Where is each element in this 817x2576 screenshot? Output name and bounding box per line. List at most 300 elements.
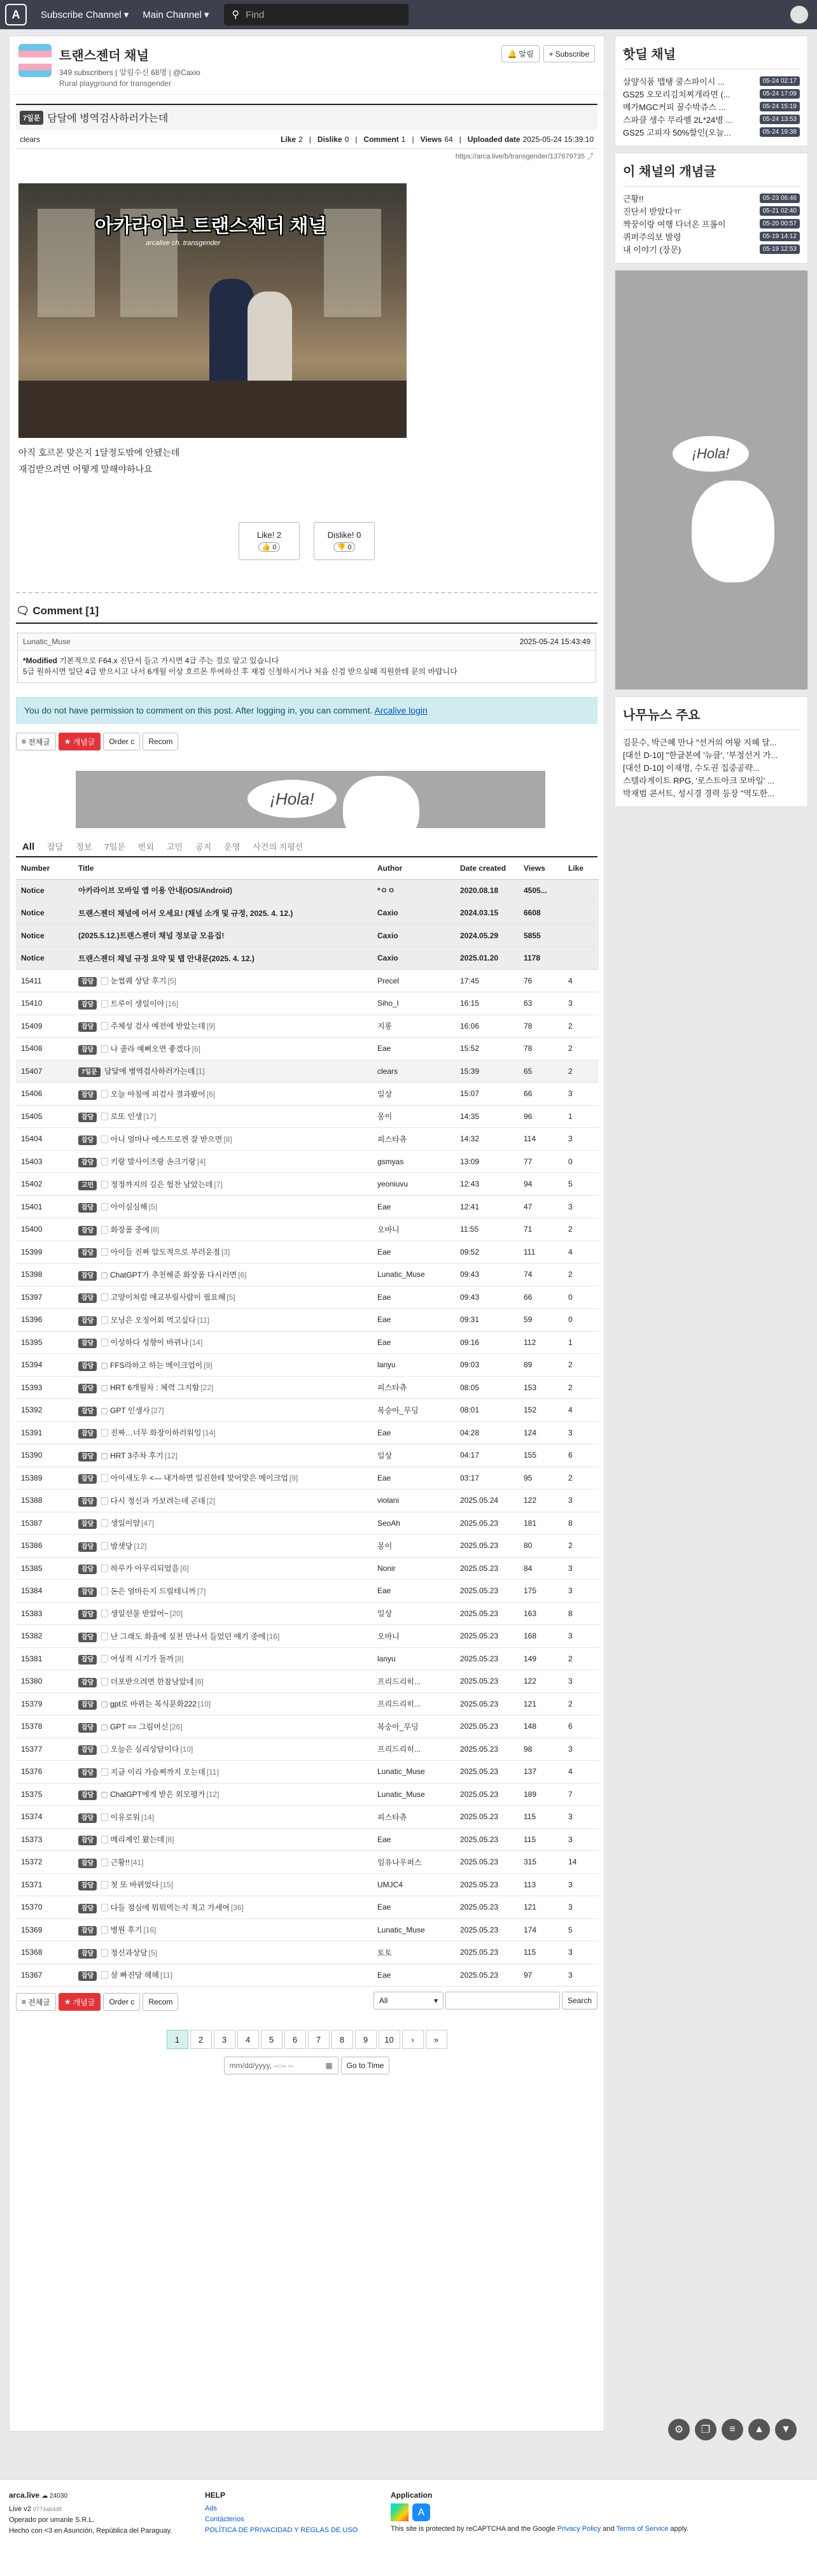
terms-link[interactable]: Terms of Service	[616, 2525, 669, 2533]
post-title-cell[interactable]	[73, 1467, 372, 1489]
post-author[interactable]: 지롱	[372, 1015, 455, 1038]
order-select[interactable]: Order c	[103, 1993, 140, 2011]
table-row[interactable]	[16, 1105, 599, 1128]
tab-5[interactable]: 고민	[166, 842, 183, 852]
table-row[interactable]	[16, 1421, 599, 1444]
subscribe-channel-menu[interactable]: Subscribe Channel ▾	[41, 9, 129, 20]
post-title[interactable]: (2025.5.12.)트랜스젠더 채널 정보글 모음집!	[78, 931, 225, 941]
post-title[interactable]: 여성적 시기가 돌까	[110, 1654, 174, 1664]
table-row[interactable]	[16, 1715, 599, 1738]
page-button-5[interactable]: 6	[284, 2030, 306, 2049]
post-author[interactable]: clears	[372, 1060, 455, 1083]
alarm-button[interactable]: 🔔 알림	[501, 45, 539, 62]
ad-banner[interactable]	[76, 771, 545, 828]
post-author[interactable]: 일상	[372, 1083, 455, 1106]
post-author[interactable]: Eae	[372, 1421, 455, 1444]
table-row[interactable]	[16, 1625, 599, 1648]
recom-select[interactable]: Recom	[143, 1993, 178, 2011]
post-title[interactable]: 화장품 중에	[110, 1225, 150, 1234]
post-title-cell[interactable]	[73, 1715, 372, 1738]
post-title[interactable]: 진짜…너무 화장이하러워잉	[110, 1428, 202, 1438]
hot-item-title[interactable]: 스파클 생수 무라벨 2L*24병 ...	[623, 115, 733, 125]
post-title[interactable]: ChatGPT에게 받은 외모평가	[110, 1790, 206, 1799]
post-author[interactable]: 복숭아_무딩	[372, 1399, 455, 1422]
table-row[interactable]	[16, 1083, 599, 1106]
post-title-cell[interactable]	[73, 879, 372, 902]
post-title-cell[interactable]	[73, 1083, 372, 1106]
post-title-cell[interactable]	[73, 1783, 372, 1806]
post-title-cell[interactable]	[73, 1896, 372, 1919]
post-author[interactable]: lanyu	[372, 1647, 455, 1670]
post-title[interactable]: 근황!!	[110, 1857, 130, 1867]
post-title[interactable]: 키랑 발사이즈랑 손크기랑	[110, 1157, 196, 1167]
table-row[interactable]	[16, 1512, 599, 1535]
page-button-8[interactable]: 9	[355, 2030, 377, 2049]
post-title-cell[interactable]	[73, 1535, 372, 1558]
table-row[interactable]	[16, 1241, 599, 1263]
post-title[interactable]: gpt로 바뀌는 복식문화222	[110, 1700, 197, 1709]
post-title[interactable]: 아카라이브 모바일 앱 이용 안내(iOS/Android)	[78, 886, 233, 896]
search-type-select[interactable]: All ▾	[374, 1992, 443, 2009]
post-title[interactable]: 트랜스젠더 채널 규정 요약 및 탭 안내문(2025. 4. 12.)	[78, 954, 255, 963]
table-row[interactable]	[16, 1761, 599, 1784]
post-title-cell[interactable]	[73, 1625, 372, 1648]
news-item-title[interactable]: 김문수, 박근혜 만나 "선거의 여왕 지혜 달...	[623, 737, 777, 747]
post-author[interactable]: Lunatic_Muse	[372, 1918, 455, 1941]
post-author[interactable]: yeoniuvu	[372, 1173, 455, 1196]
post-title-cell[interactable]	[73, 924, 372, 947]
comment-author[interactable]: Lunatic_Muse	[23, 637, 71, 646]
table-row[interactable]	[16, 1896, 599, 1919]
post-title-cell[interactable]	[73, 1354, 372, 1377]
post-author[interactable]: SeoAh	[372, 1512, 455, 1535]
post-title[interactable]: 트랜스젠더 채널에 어서 오세요! (채널 소개 및 규정, 2025. 4. 12.)	[78, 908, 293, 918]
page-button-3[interactable]: 4	[237, 2030, 259, 2049]
post-title[interactable]: 병원 후기	[110, 1925, 143, 1935]
post-title[interactable]: 생일선물 받았어~	[110, 1609, 169, 1619]
table-row[interactable]	[16, 1354, 599, 1377]
table-row[interactable]	[16, 1489, 599, 1512]
post-author[interactable]: violani	[372, 1489, 455, 1512]
hot-item-title[interactable]: 메가MGC커피 꿀수박쥬스 ...	[623, 102, 726, 112]
table-row[interactable]	[16, 1015, 599, 1038]
post-author[interactable]: Eae	[372, 1964, 455, 1987]
post-author[interactable]: 피스타츄	[372, 1376, 455, 1399]
post-author[interactable]: Eae	[372, 1286, 455, 1309]
post-author[interactable]: Caxio	[372, 902, 455, 925]
table-row[interactable]	[16, 992, 599, 1015]
table-row[interactable]	[16, 947, 599, 970]
post-title[interactable]: 이유로워	[110, 1812, 141, 1822]
date-input[interactable]: mm/dd/yyyy, --:-- -- ▦	[224, 2057, 339, 2074]
table-row[interactable]	[16, 1580, 599, 1603]
copy-icon[interactable]: ❐	[695, 2419, 716, 2440]
post-author[interactable]: Nonir	[372, 1557, 455, 1580]
table-row[interactable]	[16, 1444, 599, 1467]
tab-8[interactable]: 사건의 지평선	[253, 842, 304, 852]
table-row[interactable]	[16, 1738, 599, 1761]
post-author[interactable]: 오바니	[372, 1625, 455, 1648]
recom-select[interactable]: Recom	[143, 733, 178, 750]
post-title-cell[interactable]	[73, 1444, 372, 1467]
search-input[interactable]: ⚲ Find	[224, 4, 408, 25]
post-title[interactable]: HRT 6개월차 : 체력 그지함	[110, 1383, 200, 1393]
hot-item-title[interactable]: GS25 고피자 50%할인(오늘...	[623, 127, 731, 137]
post-title[interactable]: 살 빠진당 헤헤	[110, 1971, 159, 1980]
post-title-cell[interactable]	[73, 1557, 372, 1580]
post-title[interactable]: 정정까지의 길은 험찬 남았는데	[110, 1179, 213, 1189]
table-row[interactable]	[16, 1195, 599, 1218]
post-author[interactable]: 피스타츄	[372, 1128, 455, 1151]
post-title-cell[interactable]	[73, 1195, 372, 1218]
news-item-title[interactable]: [대선 D-10] 이재명, 수도권 집중공략...	[623, 763, 760, 773]
table-row[interactable]	[16, 1806, 599, 1829]
table-row[interactable]	[16, 879, 599, 902]
post-likes: 4	[563, 1761, 599, 1784]
post-title-cell[interactable]	[73, 1851, 372, 1874]
chevron-up-icon[interactable]: ▲	[748, 2419, 770, 2440]
table-row[interactable]	[16, 1647, 599, 1670]
table-row[interactable]	[16, 1467, 599, 1489]
user-avatar[interactable]	[790, 6, 808, 24]
post-title-cell[interactable]	[73, 902, 372, 925]
table-row[interactable]	[16, 1941, 599, 1964]
tab-2[interactable]: 정보	[76, 842, 92, 852]
post-author[interactable]: Lunatic_Muse	[372, 1783, 455, 1806]
post-title-cell[interactable]	[73, 1964, 372, 1987]
post-title[interactable]: ChatGPT가 추천해준 화장품 다시러면	[110, 1270, 237, 1279]
table-row[interactable]	[16, 1828, 599, 1851]
post-date: 2025.05.23	[455, 1625, 519, 1648]
hotdeal-title[interactable]: 핫딜 채널	[623, 44, 800, 69]
order-select[interactable]: Order c	[103, 733, 140, 750]
best-posts-button[interactable]: ★ 개념글	[59, 1993, 101, 2011]
best-item-title[interactable]: 내 이야기 (장문)	[623, 244, 681, 255]
best-item-title[interactable]: 진단서 받았다ㅠ	[623, 206, 681, 216]
search-keyword-input[interactable]	[445, 1992, 560, 2009]
post-title-cell[interactable]	[73, 1761, 372, 1784]
main-channel-menu[interactable]: Main Channel ▾	[143, 9, 209, 20]
arca-logo[interactable]: A	[5, 4, 27, 25]
post-title[interactable]: 모닝은 오징어회 먹고싶다	[110, 1315, 196, 1325]
table-row[interactable]	[16, 1851, 599, 1874]
post-title-cell[interactable]	[73, 1241, 372, 1263]
post-title-cell[interactable]	[73, 1128, 372, 1151]
best-item[interactable]	[623, 230, 800, 243]
news-item-title[interactable]: 박재범 콘서트, 성시경 경력 등장 "역도한...	[623, 788, 775, 798]
table-row[interactable]	[16, 969, 599, 992]
dislike-button[interactable]: Dislike! 0 👎 0	[314, 522, 375, 560]
post-title-cell[interactable]	[73, 1060, 372, 1083]
table-row[interactable]	[16, 1331, 599, 1354]
post-title-cell[interactable]	[73, 1738, 372, 1761]
hot-item[interactable]	[623, 125, 800, 138]
tab-3[interactable]: 7일문	[104, 842, 125, 852]
post-author[interactable]: UMJC4	[372, 1873, 455, 1896]
post-title[interactable]: 오늘 아침에 피검사 결과봤어	[110, 1089, 206, 1099]
best-item[interactable]	[623, 192, 800, 204]
post-author[interactable]: 몽이	[372, 1535, 455, 1558]
post-number: 15373	[16, 1828, 73, 1851]
table-row[interactable]	[16, 1060, 599, 1083]
post-title-cell[interactable]	[73, 1218, 372, 1241]
table-row[interactable]	[16, 1150, 599, 1173]
table-row[interactable]	[16, 902, 599, 925]
post-author[interactable]: *ㅇㅇ	[372, 879, 455, 902]
post-title[interactable]: 아이심심해	[110, 1202, 148, 1212]
table-row[interactable]	[16, 1670, 599, 1693]
post-title-cell[interactable]	[73, 1309, 372, 1332]
post-title[interactable]: 로또 인생	[110, 1112, 143, 1122]
like-button[interactable]: Like! 2 👍 0	[239, 522, 300, 560]
post-title-cell[interactable]	[73, 1399, 372, 1422]
tab-7[interactable]: 운영	[224, 842, 241, 852]
post-title[interactable]: GPT == 그림머신	[110, 1722, 169, 1731]
post-title[interactable]: 아이들 진짜 압도적으로 부러운점	[110, 1248, 220, 1257]
news-item[interactable]	[623, 748, 800, 761]
table-row[interactable]	[16, 1286, 599, 1309]
post-title-cell[interactable]	[73, 1421, 372, 1444]
post-title[interactable]: 이상하다 성향이 바뀌나	[110, 1338, 189, 1348]
tab-6[interactable]: 공지	[195, 842, 212, 852]
post-title[interactable]: 다들 점심에 뭐뭐먹는지 적고 가세여	[110, 1903, 230, 1912]
post-title-cell[interactable]	[73, 1376, 372, 1399]
page-button-1[interactable]: 2	[190, 2030, 212, 2049]
post-title[interactable]: 돈은 얼마든지 드릴테니까	[110, 1586, 196, 1596]
post-title[interactable]: 첫 또 바뀌었다	[110, 1880, 159, 1890]
post-title-cell[interactable]	[73, 1489, 372, 1512]
best-posts-title[interactable]: 이 채널의 개념글	[623, 161, 800, 187]
list-icon[interactable]: ≡	[722, 2419, 743, 2440]
news-item-title[interactable]: [대선 D-10] "한글본에 '뉴클', '부정선거 가...	[623, 750, 778, 760]
post-author[interactable]: Lunatic_Muse	[372, 1761, 455, 1784]
best-item-title[interactable]: 짝꿍이랑 여행 다녀온 프롤이	[623, 219, 726, 229]
all-posts-button[interactable]: ≡ 전체글	[16, 1993, 56, 2011]
post-author[interactable]: 피스타츄	[372, 1806, 455, 1829]
login-link[interactable]: Arcalive login	[374, 705, 428, 715]
post-title-cell[interactable]	[73, 1580, 372, 1603]
table-row[interactable]	[16, 1602, 599, 1625]
post-author[interactable]: 임유나우퍼스	[372, 1851, 455, 1874]
post-author[interactable]: gsmyas	[372, 1150, 455, 1173]
hot-item-title[interactable]: 삼양식품 맵탱 쿨스파이시 ...	[623, 76, 725, 87]
hot-item[interactable]	[623, 113, 800, 125]
post-title-cell[interactable]	[73, 1512, 372, 1535]
post-author[interactable]: 복숭아_무딩	[372, 1715, 455, 1738]
post-title-cell[interactable]	[73, 1693, 372, 1715]
table-row[interactable]	[16, 1535, 599, 1558]
post-title[interactable]: GPT 인생사	[110, 1405, 150, 1415]
post-author[interactable]: Caxio	[372, 924, 455, 947]
hot-item[interactable]	[623, 100, 800, 113]
table-row[interactable]	[16, 1128, 599, 1151]
table-row[interactable]	[16, 1399, 599, 1422]
privacy-policy-link[interactable]: Privacy Policy	[557, 2525, 601, 2533]
channel-owner[interactable]: @Caxio	[172, 68, 200, 77]
post-author[interactable]: Precel	[372, 969, 455, 992]
post-number: 15410	[16, 992, 73, 1015]
news-item[interactable]	[623, 786, 800, 799]
post-author[interactable]: 프리드리히...	[372, 1738, 455, 1761]
post-title[interactable]: 다시 정신과 가보려는데 곤데	[110, 1496, 206, 1505]
post-title-cell[interactable]	[73, 1173, 372, 1196]
all-posts-button[interactable]: ≡ 전체글	[16, 733, 56, 750]
sidebar-ad[interactable]	[615, 270, 808, 690]
post-title-cell[interactable]	[73, 1105, 372, 1128]
post-title-cell[interactable]	[73, 1647, 372, 1670]
page-button-0[interactable]: 1	[167, 2030, 188, 2049]
post-title[interactable]: 나 졸라 예뻐오면 좋겠다	[110, 1044, 191, 1053]
post-author[interactable]: Eae	[372, 1241, 455, 1263]
page-button-10[interactable]: ›	[402, 2030, 424, 2049]
tab-1[interactable]: 잡담	[47, 842, 64, 852]
page-button-2[interactable]: 3	[214, 2030, 235, 2049]
post-title-cell[interactable]	[73, 1828, 372, 1851]
hot-item-title[interactable]: GS25 오모리김치찌개라면 (...	[623, 89, 730, 99]
tab-0[interactable]: All	[22, 841, 35, 852]
post-author[interactable]: 일상	[372, 1444, 455, 1467]
post-title[interactable]: 생일이얌	[110, 1519, 141, 1528]
post-author[interactable]: Siho_l	[372, 992, 455, 1015]
post-title[interactable]: 아이새도우 <— 내가하면 일진한테 맞어맞은 메이크업	[110, 1474, 288, 1483]
article-url[interactable]: https://arca.live/b/transgender/137679735 ⤴	[455, 153, 594, 160]
post-title-cell[interactable]	[73, 1150, 372, 1173]
post-title[interactable]: 지금 이리 가슴쪄까지 오는데	[110, 1767, 206, 1777]
chevron-down-icon[interactable]: ▼	[775, 2419, 797, 2440]
tab-4[interactable]: 번외	[137, 842, 154, 852]
table-row[interactable]	[16, 1783, 599, 1806]
post-title-cell[interactable]	[73, 969, 372, 992]
news-item[interactable]	[623, 735, 800, 748]
table-row[interactable]	[16, 1309, 599, 1332]
page-button-9[interactable]: 10	[379, 2030, 400, 2049]
table-row[interactable]	[16, 1376, 599, 1399]
news-item[interactable]	[623, 761, 800, 773]
page-button-6[interactable]: 7	[308, 2030, 330, 2049]
post-author[interactable]: 프리드리히...	[372, 1693, 455, 1715]
table-row[interactable]	[16, 1038, 599, 1060]
post-title-cell[interactable]	[73, 1941, 372, 1964]
table-row[interactable]	[16, 924, 599, 947]
post-title-cell[interactable]	[73, 1263, 372, 1286]
post-author[interactable]: Eae	[372, 1828, 455, 1851]
table-row[interactable]	[16, 1918, 599, 1941]
post-title[interactable]: 아니 얼마나 에스트로겐 잘 받으면	[110, 1134, 223, 1144]
hot-item[interactable]	[623, 74, 800, 87]
table-row[interactable]	[16, 1873, 599, 1896]
post-title[interactable]: 더포받으려면 한참남았네	[110, 1677, 194, 1686]
best-posts-button[interactable]: ★ 개념글	[59, 733, 101, 750]
article-author[interactable]: clears	[20, 134, 41, 144]
post-author[interactable]: Eae	[372, 1467, 455, 1489]
post-author[interactable]: Eae	[372, 1038, 455, 1060]
post-title-cell[interactable]	[73, 1873, 372, 1896]
post-author[interactable]: 프리드리히...	[372, 1670, 455, 1693]
page-button-4[interactable]: 5	[261, 2030, 283, 2049]
post-title-cell[interactable]	[73, 1015, 372, 1038]
table-row[interactable]	[16, 1557, 599, 1580]
post-author[interactable]: 일상	[372, 1602, 455, 1625]
post-title[interactable]: 고양이처럼 애교부릴사람이 필요해	[110, 1293, 226, 1302]
google-play-icon[interactable]	[391, 2503, 408, 2521]
post-date: 09:31	[455, 1309, 519, 1332]
post-author[interactable]: lanyu	[372, 1354, 455, 1377]
footer-brand[interactable]: arca.live	[9, 2491, 40, 2500]
search-button[interactable]: Search	[562, 1992, 597, 2009]
footer-link-ads[interactable]: Ads	[205, 2505, 217, 2512]
post-title[interactable]: FFS라하고 하는 메이크업이	[110, 1360, 203, 1370]
post-author[interactable]: Eae	[372, 1580, 455, 1603]
post-title-cell[interactable]	[73, 1918, 372, 1941]
post-title[interactable]: 난 그래도 화율에 실천 만나서 들었던 얘기 중에	[110, 1631, 266, 1641]
post-author[interactable]: 오바니	[372, 1218, 455, 1241]
post-title-cell[interactable]	[73, 1602, 372, 1625]
post-title[interactable]: 오늘은 심리상담이다	[110, 1745, 179, 1754]
hot-item[interactable]	[623, 87, 800, 100]
post-author[interactable]: Eae	[372, 1331, 455, 1354]
app-store-icon[interactable]: A	[412, 2503, 430, 2521]
table-row[interactable]	[16, 1263, 599, 1286]
post-title-cell[interactable]	[73, 1038, 372, 1060]
best-item[interactable]	[623, 204, 800, 217]
post-author[interactable]: 토토	[372, 1941, 455, 1964]
channel-name[interactable]: 트랜스젠더 채널	[59, 49, 149, 63]
gear-icon[interactable]: ⚙	[668, 2419, 690, 2440]
table-row[interactable]	[16, 1693, 599, 1715]
post-author[interactable]: Eae	[372, 1195, 455, 1218]
post-title-cell[interactable]	[73, 947, 372, 970]
post-title[interactable]: 담달에 병역검사하러가는데	[104, 1067, 195, 1076]
post-title[interactable]: 눈썹퀘 상담 후기	[110, 976, 167, 986]
table-row[interactable]	[16, 1173, 599, 1196]
best-item-title[interactable]: 근황!!	[623, 194, 644, 204]
footer-link-privacy[interactable]: POLÍTICA DE PRIVACIDAD Y REGLAS DE USO	[205, 2526, 358, 2534]
post-title-cell[interactable]	[73, 1806, 372, 1829]
post-author[interactable]: Lunatic_Muse	[372, 1263, 455, 1286]
post-title[interactable]: HRT 3주차 후기	[110, 1451, 164, 1460]
post-title-cell[interactable]	[73, 1286, 372, 1309]
page-button-11[interactable]: »	[426, 2030, 447, 2049]
post-title[interactable]: 메리제인 왔는데	[110, 1835, 165, 1845]
post-author[interactable]: 몽이	[372, 1105, 455, 1128]
news-item-title[interactable]: 스텔라게이트 RPG, '로스트아크 모바일' ...	[623, 775, 774, 785]
best-item[interactable]	[623, 243, 800, 255]
page-button-7[interactable]: 8	[332, 2030, 353, 2049]
go-to-time-button[interactable]: Go to Time	[341, 2057, 390, 2074]
comment-count: [7]	[197, 1586, 206, 1596]
post-title[interactable]: 정신과상담	[110, 1948, 148, 1957]
comment-count: [9]	[204, 1360, 213, 1370]
share-icon[interactable]: ⤴	[587, 153, 594, 160]
table-row[interactable]	[16, 1964, 599, 1987]
table-row[interactable]	[16, 1218, 599, 1241]
footer-link-contact[interactable]: Contáctenos	[205, 2516, 244, 2523]
subscribe-button[interactable]: + Subscribe	[543, 45, 595, 62]
best-item[interactable]	[623, 217, 800, 230]
post-title-cell[interactable]	[73, 1670, 372, 1693]
post-title-cell[interactable]	[73, 1331, 372, 1354]
post-author[interactable]: Caxio	[372, 947, 455, 970]
post-author[interactable]: Eae	[372, 1309, 455, 1332]
post-title-cell[interactable]	[73, 992, 372, 1015]
post-title[interactable]: 트루이 생일이야	[110, 999, 165, 1008]
best-item-title[interactable]: 퀴퍼주의보 발령	[623, 232, 681, 242]
post-title[interactable]: 주체성 검사 예전에 받았는데	[110, 1022, 206, 1031]
post-title[interactable]: 밤샛당	[110, 1541, 133, 1551]
post-title[interactable]: 하루가 아무리되었을	[110, 1564, 179, 1573]
post-author[interactable]: Eae	[372, 1896, 455, 1919]
news-item[interactable]	[623, 773, 800, 786]
